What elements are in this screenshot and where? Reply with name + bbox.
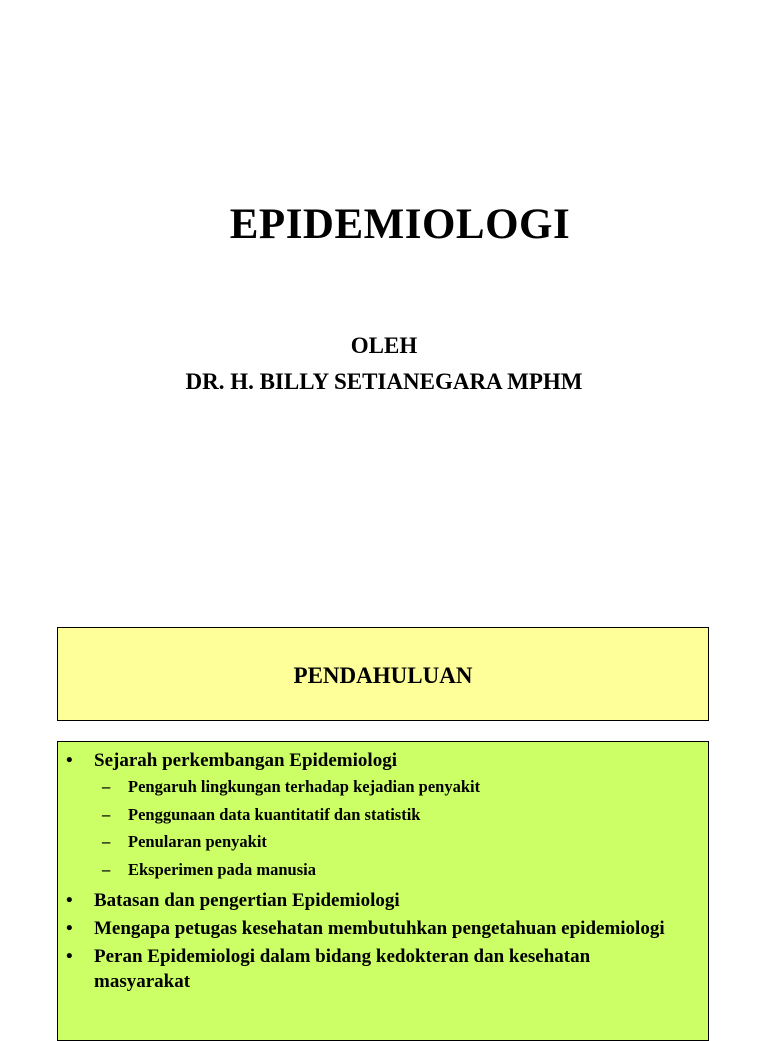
dash-icon: – — [102, 860, 111, 880]
sub-list-item-text: Eksperimen pada manusia — [128, 860, 316, 880]
list-item — [58, 748, 708, 773]
list-item-text: Batasan dan pengertian Epidemiologi — [94, 889, 400, 911]
list-item — [58, 888, 708, 913]
list-item — [58, 944, 708, 994]
slide-title: EPIDEMIOLOGI — [229, 201, 571, 248]
list-item-text: Sejarah perkembangan Epidemiologi — [94, 750, 397, 771]
author-name: DR. H. BILLY SETIANEGARA MPHM — [185, 369, 583, 394]
list-item-text: Peran Epidemiologi dalam bidang kedokteran dan kesehatan masyarakat — [94, 945, 591, 992]
sub-list-item-text: Pengaruh lingkungan terhadap kejadian penyakit — [128, 777, 481, 796]
dash-icon: – — [102, 777, 111, 796]
sub-list-item — [58, 860, 708, 880]
bullet-icon: • — [66, 945, 73, 967]
bullet-icon: • — [66, 889, 73, 911]
sub-list-item-text: Penularan penyakit — [128, 832, 267, 852]
sub-list-item — [58, 777, 708, 797]
sub-list-item — [58, 805, 708, 825]
list-item — [58, 916, 708, 941]
dash-icon: – — [102, 804, 111, 824]
byline-label: OLEH — [350, 333, 418, 358]
content-box — [57, 741, 709, 1041]
section-heading-box — [57, 627, 709, 721]
dash-icon: – — [102, 832, 111, 852]
bullet-icon: • — [66, 917, 73, 939]
bullet-list — [58, 748, 708, 997]
list-item-text: Mengapa petugas kesehatan membutuhkan pengetahuan epidemiologi — [94, 917, 665, 939]
sub-list-item-text: Penggunaan data kuantitatif dan statistik — [128, 804, 421, 824]
section-heading: PENDAHULUAN — [293, 663, 473, 688]
sub-list-item — [58, 832, 708, 852]
bullet-icon: • — [66, 750, 73, 771]
